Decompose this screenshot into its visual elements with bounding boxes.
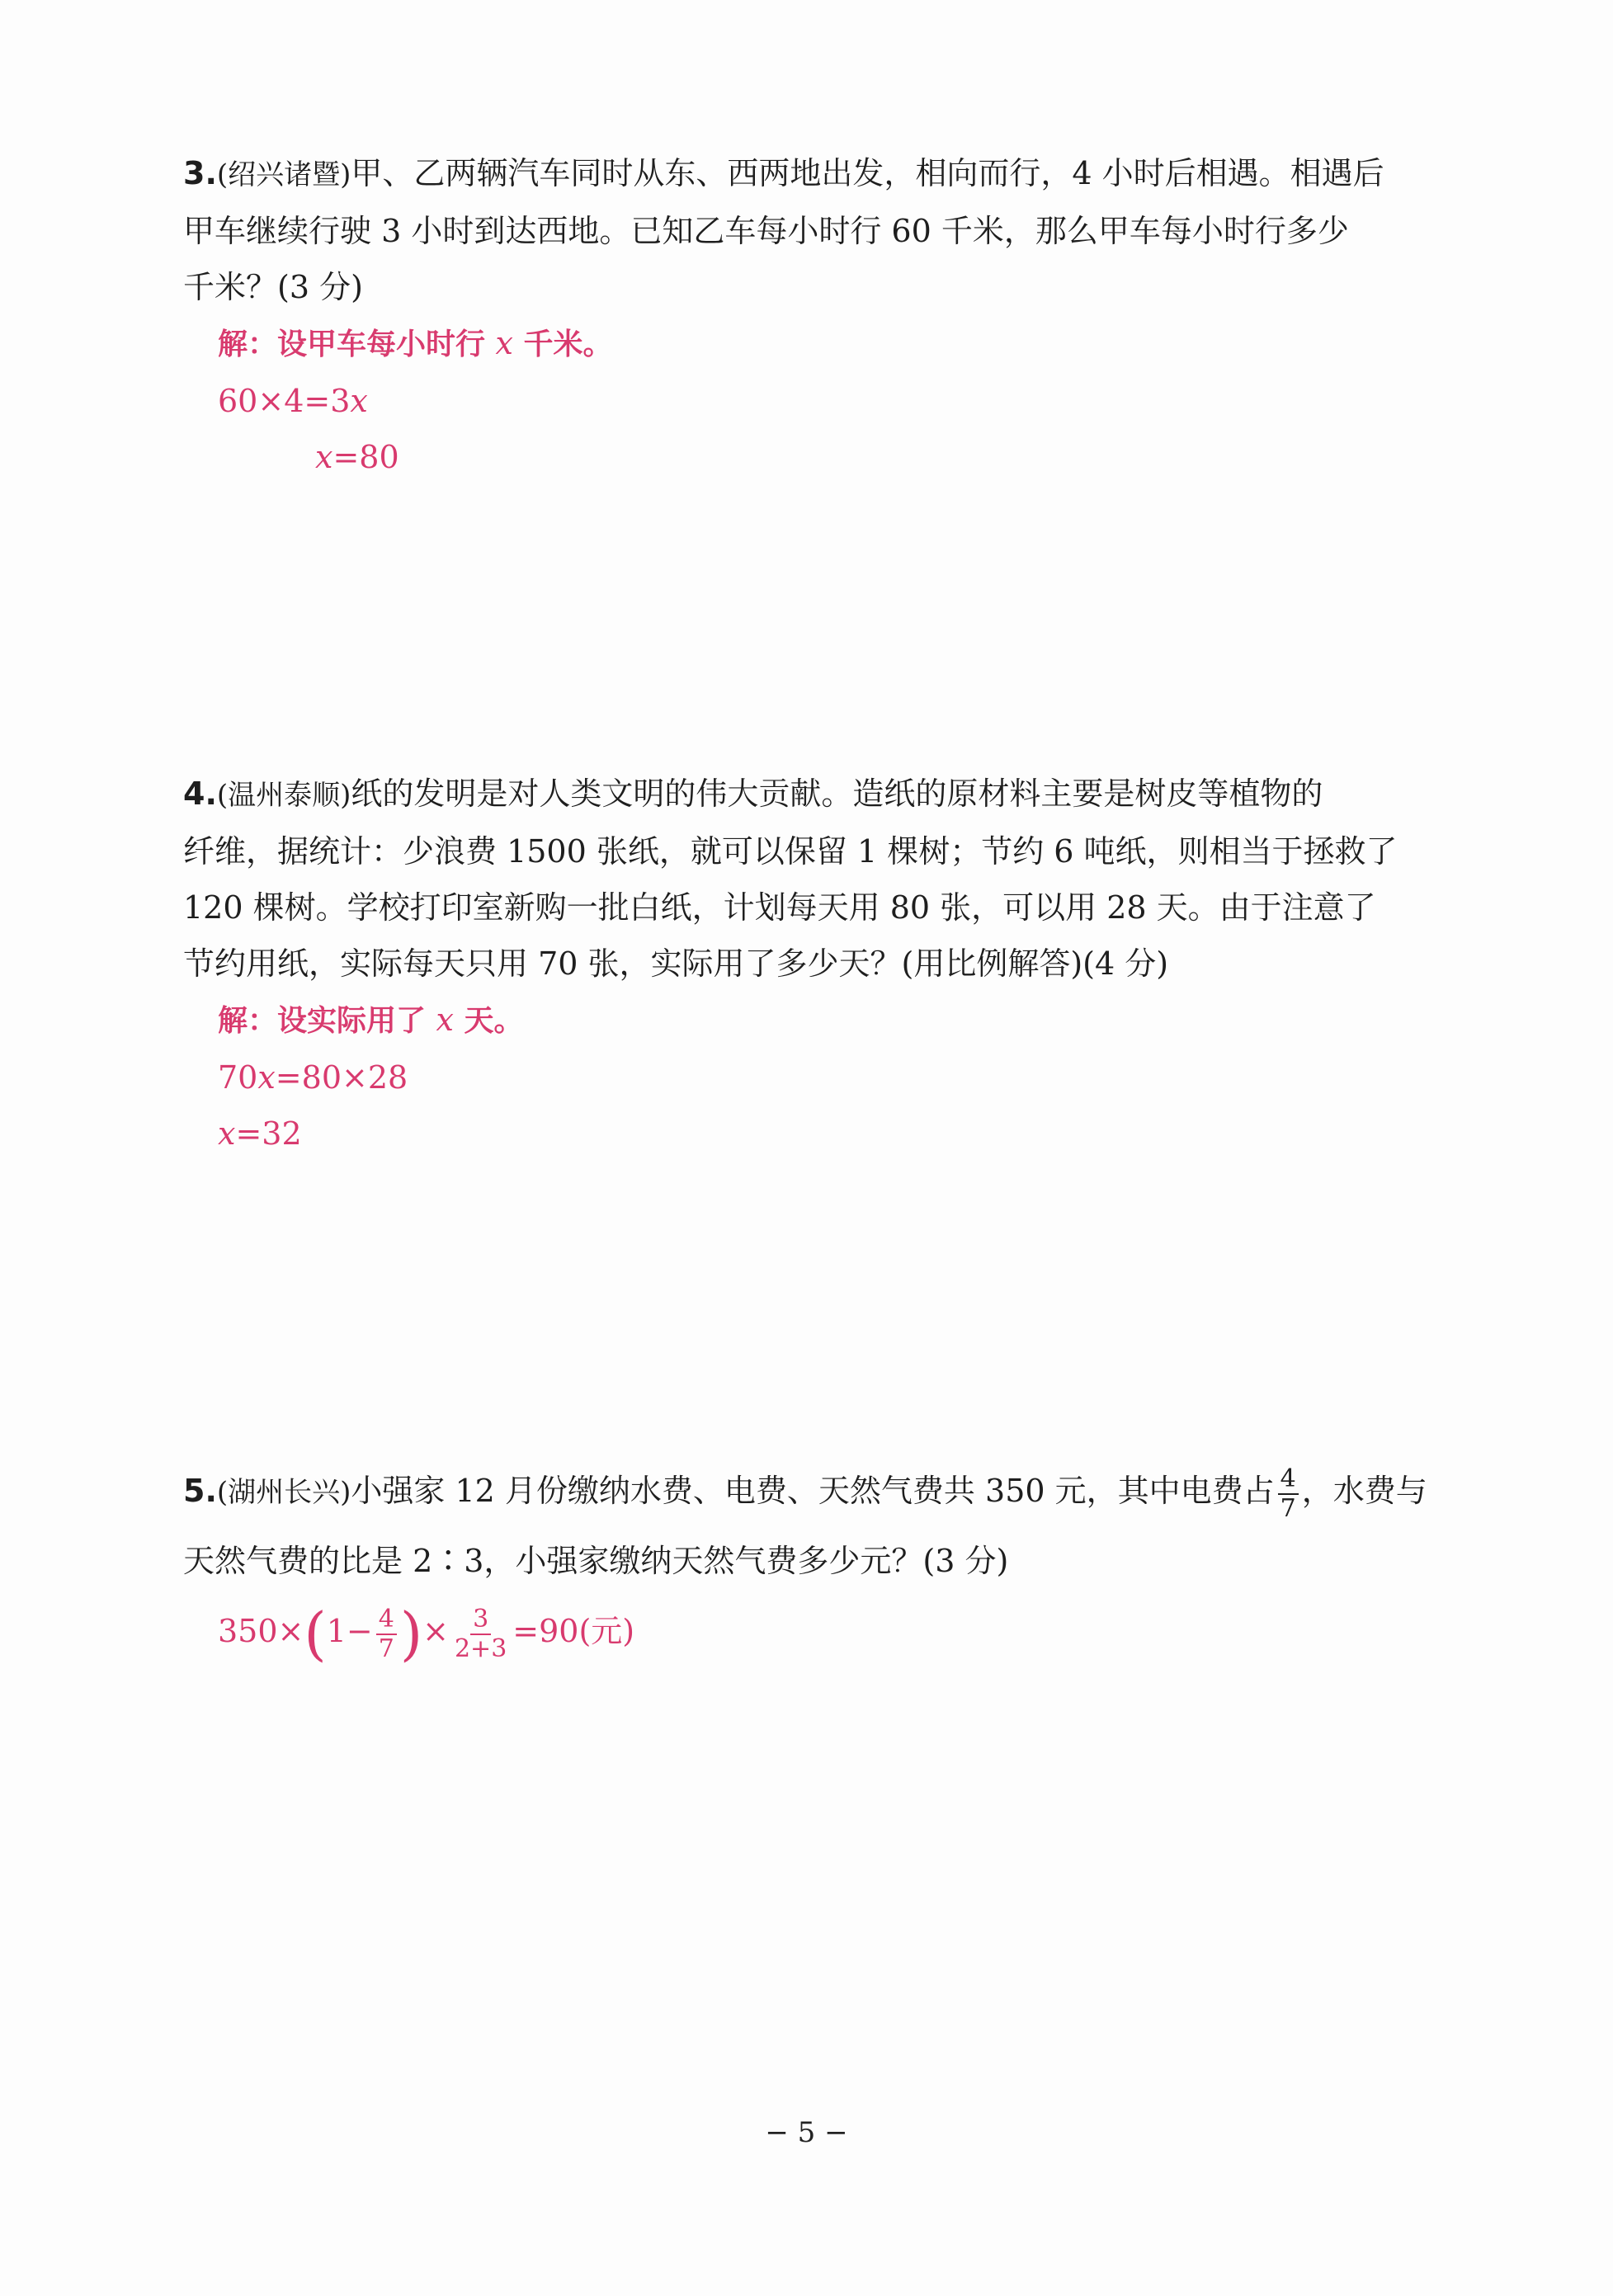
page-number: − 5 − (765, 2116, 848, 2149)
question-3-line-3 (183, 259, 1437, 315)
question-4 (183, 766, 1437, 1162)
question-text: 纤维，据统计：少浪费 1500 张纸，就可以保留 1 棵树；节约 6 吨纸，则相当于拯救了 (183, 833, 1398, 870)
answer-4-label: 解：设实际用了 x 天。 (218, 1002, 524, 1038)
answer-4-equation-1: 70x=80×28 (218, 1059, 408, 1096)
fraction: $\frac{4}{7}$ (376, 1607, 397, 1662)
question-text: 甲、乙两辆汽车同时从东、西两地出发，相向而行，4 小时后相遇。相遇后 (351, 155, 1384, 191)
question-3 (183, 145, 1437, 485)
question-4-line-2 (183, 823, 1437, 879)
answer-5-equation: 350×(1− $\frac{4}{7}$ )× $\frac{3}{2+3}$ =90(元) (218, 1600, 635, 1668)
question-source: (湖州长兴) (216, 1476, 351, 1509)
question-number: 4. (183, 776, 217, 812)
question-number: 3. (183, 155, 217, 191)
question-5-line-1 (150, 1454, 1427, 1530)
answer-4-equation-2: x=32 (218, 1115, 302, 1152)
question-3-line-1 (150, 145, 1404, 203)
question-source: (温州泰顺) (216, 779, 351, 812)
question-text: 节约用纸，实际每天只用 70 张，实际用了多少天？(用比例解答)(4 分) (183, 945, 1169, 982)
answer-3-label: 解：设甲车每小时行 x 千米。 (218, 325, 613, 361)
question-text: 小强家 12 月份缴纳水费、电费、天然气费共 350 元，其中电费占 (351, 1473, 1275, 1509)
question-4-line-1 (150, 766, 1404, 823)
question-text: 天然气费的比是 2∶3，小强家缴纳天然气费多少元？(3 分) (183, 1543, 1009, 1579)
fraction: $\frac{4}{7}$ (1278, 1467, 1299, 1521)
question-4-line-4 (183, 936, 1437, 992)
question-number: 5. (183, 1473, 217, 1509)
question-text: 千米？(3 分) (183, 269, 363, 305)
answer-3-equation-2: x=80 (315, 439, 399, 475)
question-text: 120 棵树。学校打印室新购一批白纸，计划每天用 80 张，可以用 28 天。由于注意了 (183, 889, 1376, 926)
question-source: (绍兴诸暨) (216, 158, 351, 191)
question-text: 甲车继续行驶 3 小时到达西地。已知乙车每小时行 60 千米，那么甲车每小时行多少 (183, 213, 1349, 249)
question-text: 纸的发明是对人类文明的伟大贡献。造纸的原材料主要是树皮等植物的 (351, 776, 1323, 812)
question-3-line-2 (183, 203, 1437, 259)
question-text: ，水费与 (1301, 1473, 1427, 1509)
question-5 (183, 1454, 1437, 1668)
question-4-line-3 (183, 879, 1437, 936)
fraction: $\frac{3}{2+3}$ (454, 1604, 507, 1663)
answer-3-equation-1: 60×4=3x (218, 383, 368, 419)
question-5-line-2 (183, 1533, 1437, 1589)
